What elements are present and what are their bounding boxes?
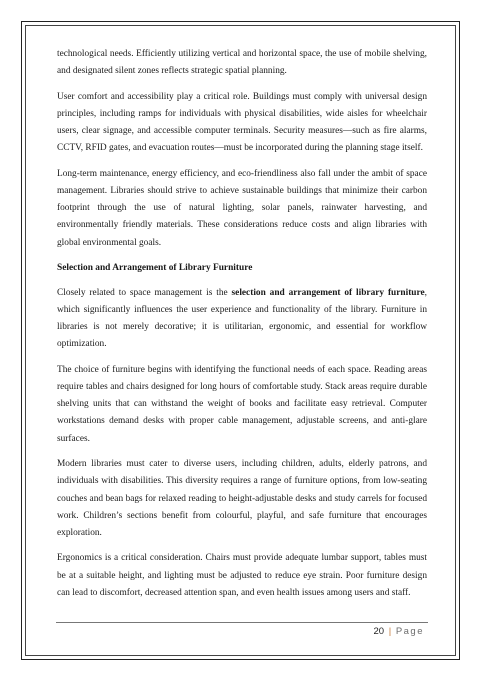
paragraph: Ergonomics is a critical consideration. Chairs must provide adequate lumbar support, tables must be at a suitable height, and lighting must be adjusted to reduce eye strain. Poor furniture design can lead to discomfort, decreased attention span, and even health issues among users and staff. xyxy=(57,553,427,598)
footer-divider xyxy=(56,622,428,623)
page-number: 20 xyxy=(373,626,385,637)
intro-text: Closely related to space management is the xyxy=(57,287,232,298)
intro-text-continued: , which significantly influences the user experience and functionality of the library. Furniture in libraries is not merely decorative; it is utilitarian, ergonomic, and essential for workflow optimization. xyxy=(57,287,427,350)
paragraph-intro xyxy=(57,285,427,354)
document-body xyxy=(57,46,427,610)
footer-separator: | xyxy=(388,626,392,637)
paragraph: Long-term maintenance, energy efficiency, and eco-friendliness also fall under the ambit of space management. Libraries should strive to achieve sustainable buildings that minimize their carbon footprint through the use of natural lighting, solar panels, rainwater harvesting, and environmentally friendly materials. These considerations reduce costs and align libraries with global environmental goals. xyxy=(57,168,427,248)
page-label: Page xyxy=(395,626,424,637)
intro-bold-text: selection and arrangement of library furniture xyxy=(231,287,425,298)
section-heading: Selection and Arrangement of Library Furniture xyxy=(57,263,253,274)
paragraph: The choice of furniture begins with identifying the functional needs of each space. Reading areas require tables and chairs designed for long hours of comfortable study. Stack areas require durable shelving units that can withstand the weight of books and facilitate easy retrieval. Computer workstations demand desks with proper cable management, adjustable screens, and anti-glare surfaces. xyxy=(57,364,427,444)
paragraph: User comfort and accessibility play a critical role. Buildings must comply with universal design principles, including ramps for individuals with physical disabilities, wide aisles for wheelchair users, clear signage, and accessible computer terminals. Security measures—such as fire alarms, CCTV, RFID gates, and evacuation routes—must be incorporated during the planning stage itself. xyxy=(57,91,427,154)
page-footer xyxy=(373,626,424,637)
paragraph: technological needs. Efficiently utilizing vertical and horizontal space, the use of mobile shelving, and designated silent zones reflects strategic spatial planning. xyxy=(57,49,427,77)
paragraph: Modern libraries must cater to diverse users, including children, adults, elderly patrons, and individuals with disabilities. This diversity requires a range of furniture options, from low-seating couches and bean bags for relaxed reading to height-adjustable desks and study carrels for focused work. Children’s sections benefit from colourful, playful, and safe furniture that encourages exploration. xyxy=(57,459,427,538)
